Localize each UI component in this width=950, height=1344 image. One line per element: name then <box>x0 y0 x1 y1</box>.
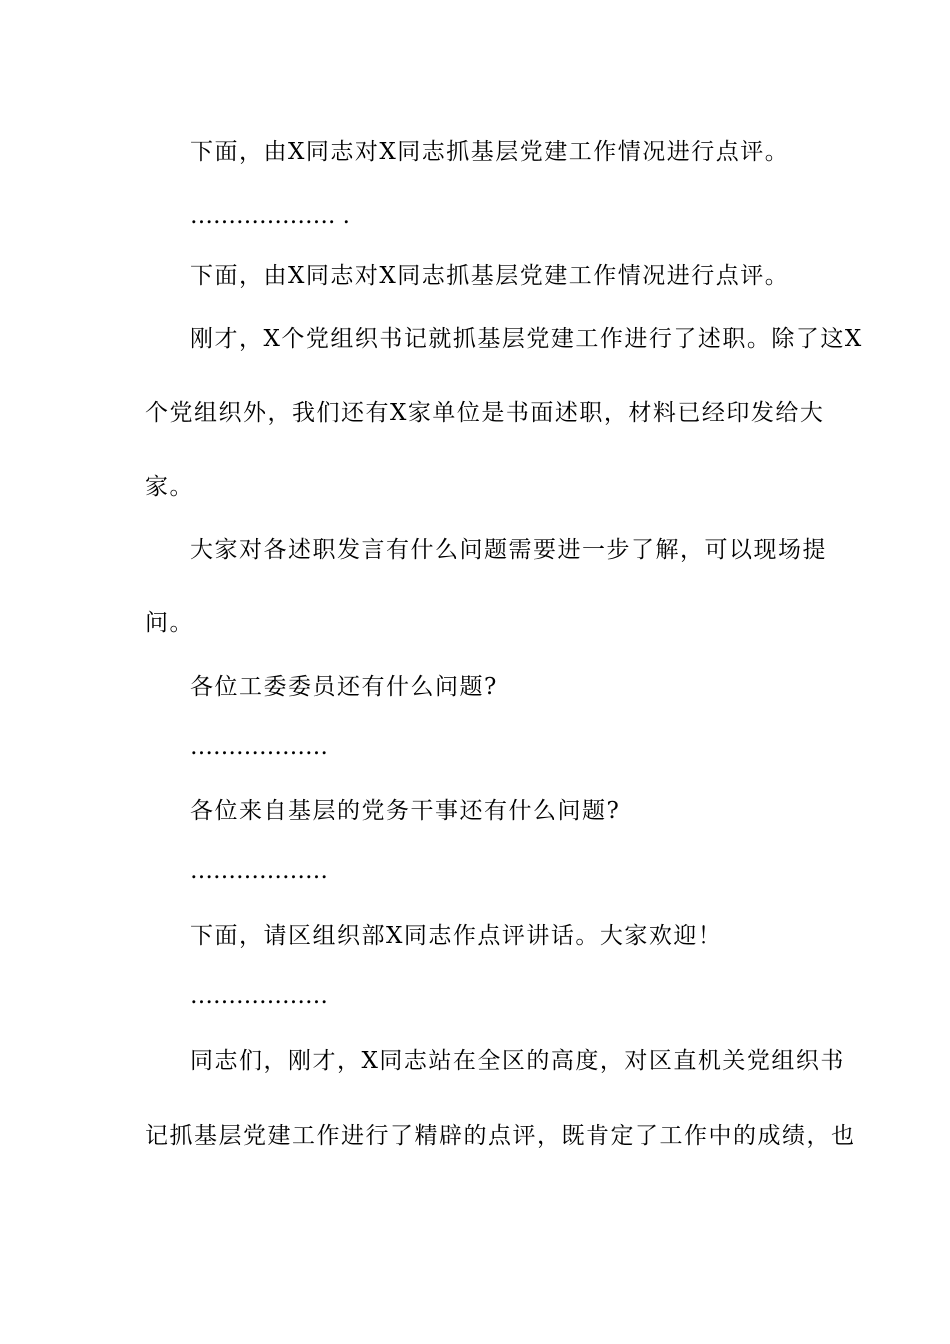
paragraph-p4-line-2: 个党组织外，我们还有X家单位是书面述职，材料已经印发给大 <box>145 400 825 426</box>
ellipsis-line-2: ……………… <box>190 734 328 760</box>
paragraph-p8-line-1: 各位来自基层的党务干事还有什么问题? <box>190 798 621 824</box>
paragraph-p12-line-2: 记抓基层党建工作进行了精辟的点评，既肯定了工作中的成绩，也 <box>145 1123 856 1149</box>
ellipsis-line-4: ……………… <box>190 983 328 1009</box>
ellipsis-line-1: ………………. . <box>190 203 350 229</box>
paragraph-p4-line-1: 刚才，X个党组织书记就抓基层党建工作进行了述职。除了这X <box>190 326 863 352</box>
paragraph-p10-line-1: 下面，请区组织部X同志作点评讲话。大家欢迎！ <box>190 923 723 949</box>
paragraph-p6-line-1: 各位工委委员还有什么问题? <box>190 674 498 700</box>
paragraph-p3-line-1: 下面，由X同志对X同志抓基层党建工作情况进行点评。 <box>190 263 790 289</box>
paragraph-p4-line-3: 家。 <box>145 474 194 500</box>
paragraph-p5-line-1: 大家对各述职发言有什么问题需要进一步了解，可以现场提 <box>190 537 827 563</box>
ellipsis-line-3: ……………… <box>190 858 328 884</box>
paragraph-p5-line-2: 问。 <box>145 610 194 636</box>
paragraph-p1-line-1: 下面，由X同志对X同志抓基层党建工作情况进行点评。 <box>190 139 790 165</box>
paragraph-p12-line-1: 同志们，刚才，X同志站在全区的高度，对区直机关党组织书 <box>190 1048 845 1074</box>
